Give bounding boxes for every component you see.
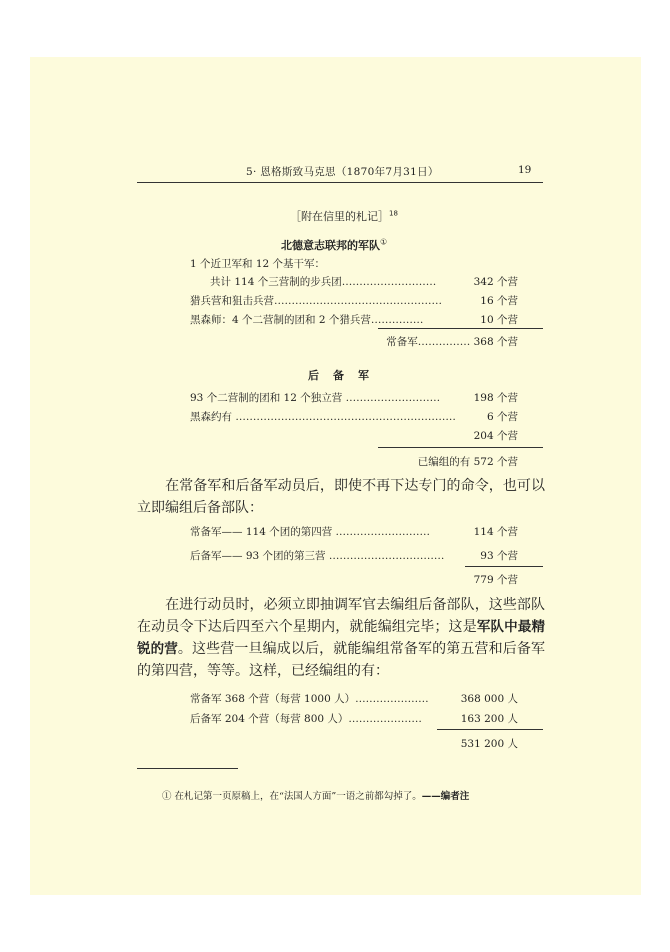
- table-row-label: 黑森师：4 个二营制的团和 2 个猎兵营……………: [190, 314, 424, 326]
- section-title-text: ［附在信里的札记］: [290, 210, 389, 223]
- paragraph-text: 在进行动员时，必须立即抽调军官去编组后备部队，这些部队在动员令下达后四至六个星期内，就能编组完毕；这是: [137, 597, 545, 635]
- table-row-value: 16 个营: [480, 295, 518, 307]
- footnote-signature: ——编者注: [421, 791, 470, 802]
- standing-army-intro: 1 个近卫军和 12 个基干军：: [190, 258, 326, 270]
- table-row-value: 342 个营: [473, 276, 518, 288]
- section-subtitle-text: 北德意志联邦的军队: [281, 239, 380, 252]
- footnote-rule: [137, 768, 238, 769]
- table-row-value: 163 200 人: [460, 713, 518, 725]
- table-row-value: 93 个营: [480, 550, 518, 562]
- paragraph-text: 。这些营一旦编成以后，就能编组常备军的第五营和后备军的第四营，等等。这样，已经编组的有：: [137, 641, 545, 679]
- header-rule: [137, 182, 543, 183]
- sum-rule: [465, 566, 543, 567]
- table-row-label: 后备军 204 个营（每营 800 人）…………………: [190, 713, 422, 725]
- table-row-label: 93 个二营制的团和 12 个独立营 ………………………: [190, 392, 441, 404]
- reserve-total: 已编组的有 572 个营: [417, 456, 518, 468]
- paragraph-reserve-units: [137, 475, 545, 519]
- table-row-value: 114 个营: [473, 526, 518, 538]
- emphasis-text: 军队中最精锐的营: [137, 619, 546, 657]
- reserve-subtotal: 204 个营: [473, 430, 518, 442]
- footnote-marker: ①: [380, 237, 388, 247]
- reserve-title: 后备军: [308, 369, 383, 382]
- table-row-label: 常备军—— 114 个团的第四营 ………………………: [190, 526, 431, 538]
- standing-army-total: 常备军…………… 368 个营: [386, 336, 518, 348]
- footnote-text: ① 在札记第一页原稿上，在“法国人方面”一语之前都勾掉了。: [162, 791, 422, 802]
- footnote: [162, 788, 469, 802]
- running-header-title: 5· 恩格斯致马克思（1870年7月31日）: [246, 166, 439, 178]
- paragraph-text: 在常备军和后备军动员后，即使不再下达专门的命令，也可以立即编组后备部队：: [137, 478, 545, 516]
- table-row-label: 黑森约有 ………………………………………………………: [190, 411, 456, 423]
- table-row-label: 猎兵营和狙击兵营…………………………………………: [190, 295, 442, 307]
- sum-rule: [378, 447, 543, 448]
- section-title: [290, 208, 398, 224]
- paragraph-mobilization: [137, 594, 545, 682]
- table-row-value: 368 000 人: [460, 693, 518, 705]
- table-row-label: 常备军 368 个营（每营 1000 人）…………………: [190, 693, 429, 705]
- section-subtitle: [281, 237, 387, 253]
- table-row-value: 6 个营: [486, 411, 518, 423]
- page-number: 19: [518, 164, 532, 176]
- sum-rule: [437, 729, 543, 730]
- table-row-value: 198 个营: [473, 392, 518, 404]
- section-title-note: 18: [389, 209, 398, 218]
- manpower-total: 531 200 人: [460, 738, 518, 750]
- table-row-value: 10 个营: [480, 314, 518, 326]
- table-row-label: 后备军—— 93 个团的第三营 ……………………………: [190, 550, 445, 562]
- mobilization-total: 779 个营: [473, 574, 518, 586]
- table-row-label: 共计 114 个三营制的步兵团………………………: [210, 276, 437, 288]
- sum-rule: [378, 328, 543, 329]
